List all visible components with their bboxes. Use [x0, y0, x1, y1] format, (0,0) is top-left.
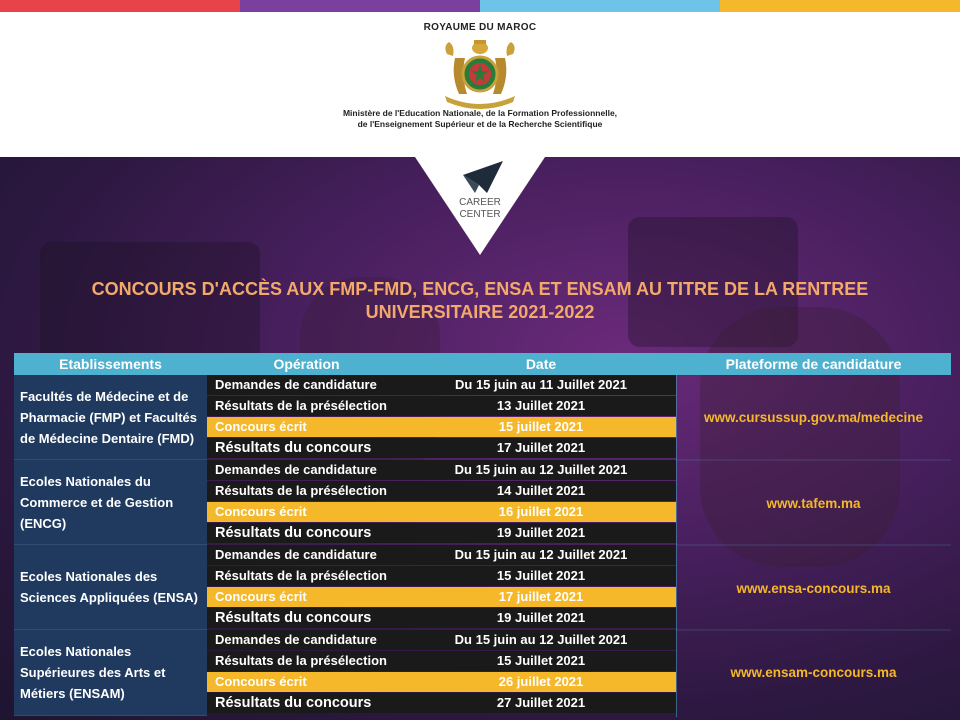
logo-line-2: CENTER	[459, 209, 501, 220]
schedule-table	[14, 353, 951, 718]
page-title	[0, 278, 960, 324]
table-row	[207, 460, 676, 481]
career-center-logo	[415, 157, 545, 255]
operation-cell: Résultats du concours	[207, 438, 406, 458]
color-bar-purple	[240, 0, 480, 12]
platform-link[interactable]: www.ensam-concours.ma	[730, 665, 897, 680]
table-row	[207, 375, 676, 396]
table-row	[207, 566, 676, 587]
ministry-line-2: de l'Enseignement Supérieur et de la Recherche Scientifique	[357, 119, 603, 129]
table-row	[207, 672, 676, 693]
date-cell: Du 15 juin au 12 Juillet 2021	[406, 460, 676, 480]
table-row	[207, 417, 676, 438]
date-cell: 15 Juillet 2021	[406, 566, 676, 586]
date-cell: 19 Juillet 2021	[406, 523, 676, 543]
operation-cell: Concours écrit	[207, 502, 406, 522]
table-row	[207, 630, 676, 651]
table-row	[207, 481, 676, 502]
operation-cell: Demandes de candidature	[207, 630, 406, 650]
title-line-1: CONCOURS D'ACCÈS AUX FMP-FMD, ENCG, ENSA ET ENSAM AU TITRE DE LA RENTREE	[91, 279, 869, 299]
operation-cell: Concours écrit	[207, 417, 406, 437]
date-cell: 26 juillet 2021	[406, 672, 676, 692]
col-header-date: Date	[406, 353, 676, 375]
table-row	[207, 608, 676, 629]
operation-cell: Résultats du concours	[207, 523, 406, 543]
ministry-header	[0, 12, 960, 157]
logo-line-1: CAREER	[459, 197, 501, 208]
platform-link[interactable]: www.ensa-concours.ma	[736, 581, 891, 596]
platform-link[interactable]: www.cursussup.gov.ma/medecine	[703, 410, 924, 425]
col-header-plateforme: Plateforme de candidature	[676, 353, 951, 375]
date-cell: Du 15 juin au 12 Juillet 2021	[406, 630, 676, 650]
date-cell: 19 Juillet 2021	[406, 608, 676, 628]
institution-ensam: Ecoles Nationales Supérieures des Arts et Métiers (ENSAM)	[14, 630, 207, 716]
table-row	[207, 502, 676, 523]
date-cell: 17 Juillet 2021	[406, 438, 676, 458]
ministry-name	[0, 108, 960, 130]
table-gridlines	[676, 375, 951, 717]
table-row	[207, 438, 676, 459]
table-row	[207, 396, 676, 417]
col-header-etablissements: Etablissements	[14, 353, 207, 375]
operation-cell: Résultats de la présélection	[207, 651, 406, 671]
operation-cell: Demandes de candidature	[207, 545, 406, 565]
color-bar-yellow	[720, 0, 960, 12]
date-cell: 16 juillet 2021	[406, 502, 676, 522]
col-header-operation: Opération	[207, 353, 406, 375]
kingdom-title: ROYAUME DU MAROC	[423, 22, 537, 33]
institution-encg: Ecoles Nationales du Commerce et de Gestion (ENCG)	[14, 460, 207, 545]
institution-ensa: Ecoles Nationales des Sciences Appliquées (ENSA)	[14, 545, 207, 630]
operation-cell: Demandes de candidature	[207, 460, 406, 480]
royal-crest-icon	[437, 36, 523, 112]
date-cell: 17 juillet 2021	[406, 587, 676, 607]
date-cell: 27 Juillet 2021	[406, 693, 676, 713]
platform-link[interactable]: www.tafem.ma	[766, 496, 861, 511]
institution-fmp-fmd: Facultés de Médecine et de Pharmacie (FMP) et Facultés de Médecine Dentaire (FMD)	[14, 375, 207, 460]
table-row	[207, 693, 676, 714]
table-row	[207, 545, 676, 566]
operation-cell: Résultats du concours	[207, 693, 406, 713]
date-cell: 13 Juillet 2021	[406, 396, 676, 416]
operation-cell: Résultats de la présélection	[207, 481, 406, 501]
date-cell: 15 juillet 2021	[406, 417, 676, 437]
table-row	[207, 651, 676, 672]
ministry-line-1: Ministère de l'Education Nationale, de la Formation Professionnelle,	[342, 108, 618, 118]
title-line-2: UNIVERSITAIRE 2021-2022	[365, 302, 595, 322]
operation-cell: Résultats de la présélection	[207, 396, 406, 416]
operation-cell: Concours écrit	[207, 672, 406, 692]
operation-cell: Concours écrit	[207, 587, 406, 607]
table-row	[207, 587, 676, 608]
color-bar-blue	[480, 0, 720, 12]
operation-cell: Résultats du concours	[207, 608, 406, 628]
date-cell: Du 15 juin au 11 Juillet 2021	[406, 375, 676, 395]
top-color-bar	[0, 0, 960, 12]
date-cell: 14 Juillet 2021	[406, 481, 676, 501]
color-bar-red	[0, 0, 240, 12]
table-row	[207, 523, 676, 544]
operation-cell: Résultats de la présélection	[207, 566, 406, 586]
operation-cell: Demandes de candidature	[207, 375, 406, 395]
date-cell: 15 Juillet 2021	[406, 651, 676, 671]
date-cell: Du 15 juin au 12 Juillet 2021	[406, 545, 676, 565]
